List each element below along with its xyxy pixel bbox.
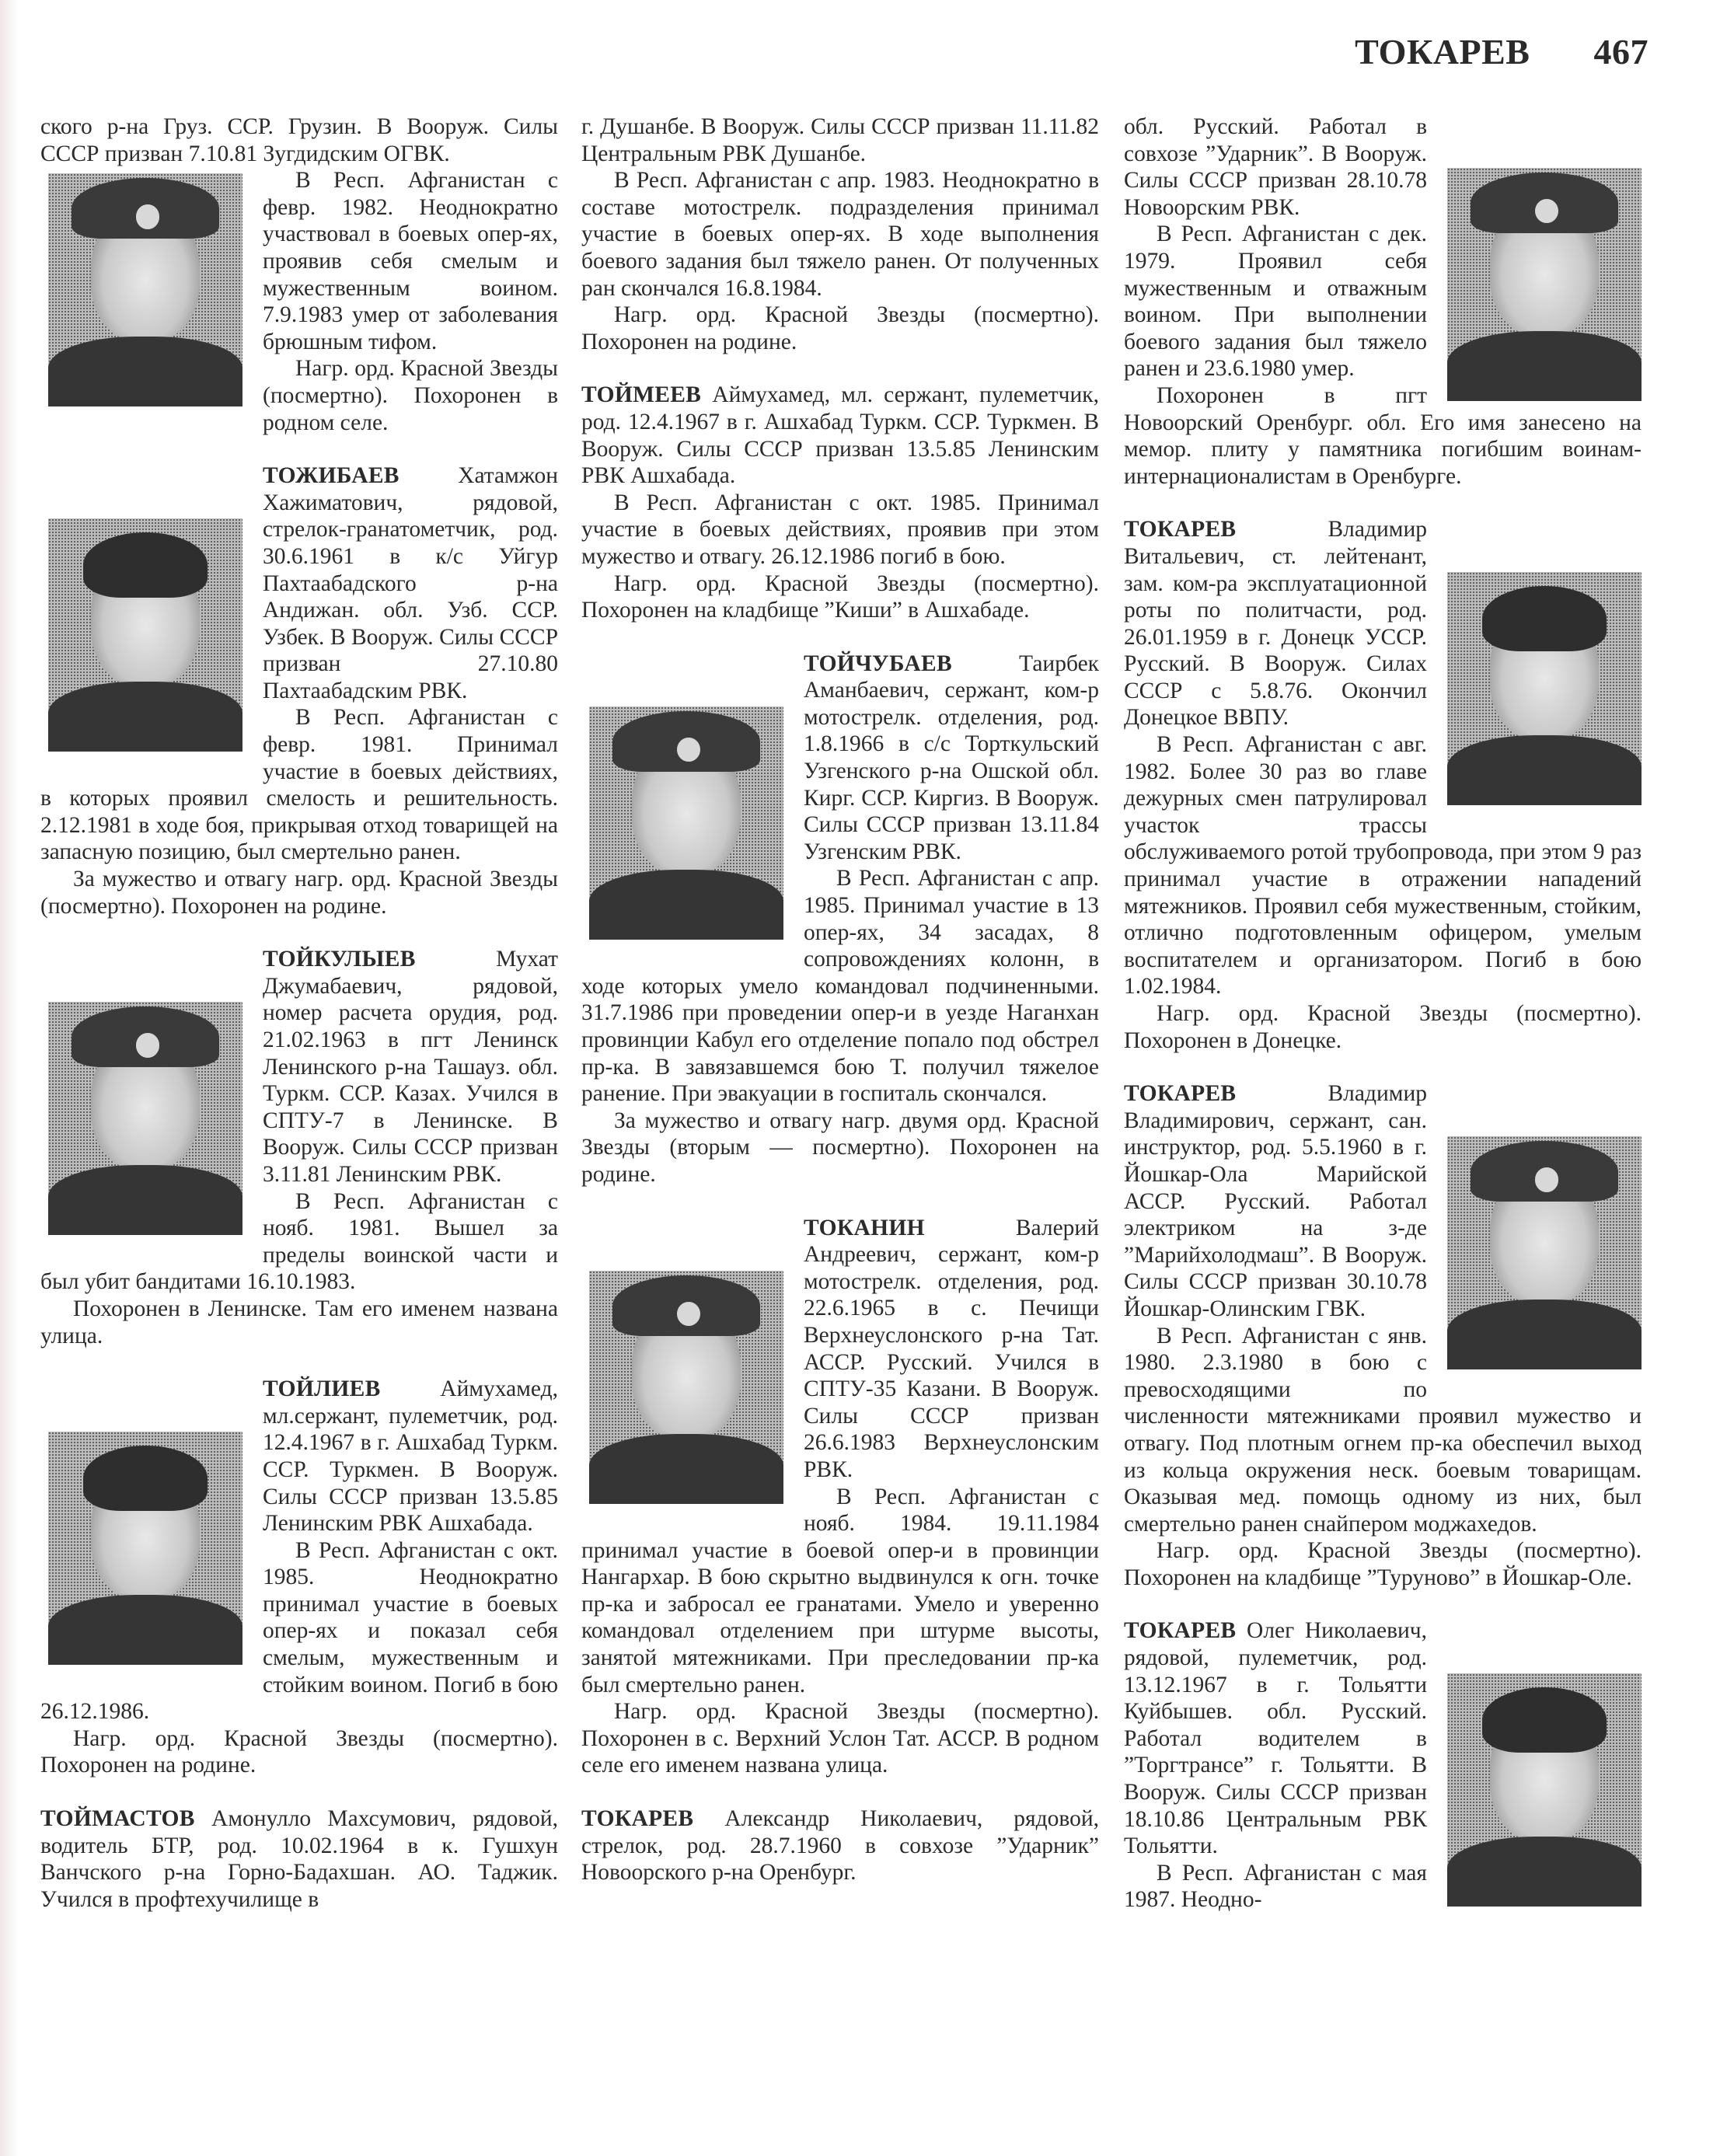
soldier-photo	[48, 518, 242, 752]
column-3	[1124, 113, 1642, 1940]
entry-tokarev-vladimir-vitalevich	[1124, 516, 1642, 1054]
entry-surname: ТОКАРЕВ	[1124, 1618, 1237, 1644]
entry-text: Владимир Владимирович, сержант, сан. инструктор, род. 5.5.1960 в г. Йошкар-Ола Марийской АССР. Русский. Работал электриком на з-де ”Марийхолодмаш”. В Вооруж. Силы СССР призван 30.10.78 Йошкар-Олинским ГВК.	[1124, 1081, 1427, 1321]
entry-text: Аймухамед, мл.сержант, пулеметчик, род. 12.4.1967 в г. Ашхабад Туркм. ССР. Туркмен. В Вооруж. Силы СССР призван 13.5.85 Ленинским РВК Ашхабада.	[263, 1376, 558, 1537]
soldier-photo	[48, 173, 242, 406]
page-edge	[0, 0, 19, 2156]
entry-paragraph: За мужество и отвагу нагр. орд. Красной Звезды (посмертно). Похоронен на родине.	[40, 867, 558, 919]
entry-surname: ТОЙЛИЕВ	[263, 1376, 381, 1402]
entry-paragraph: ского р-на Груз. ССР. Грузин. В Вооруж. Силы СССР призван 7.10.81 Зугдидским ОГВК.	[40, 114, 558, 166]
entry-tokarev-vladimir-vladimirovich	[1124, 1080, 1642, 1591]
entry-paragraph: В Респ. Афганистан с нояб. 1984. 19.11.1984 принимал участие в боевой опер-и в провинции Нангархар. В бою скрытно выдвинулся к огн. точке пр-ка и забросал ее гранатами. Умело и уверенно командовал отделением при штурме высоты, занятой мятежниками. При преследовании пр-ка был смертельно ранен.	[581, 1484, 1099, 1697]
running-head	[1355, 31, 1649, 72]
entry-surname: ТОКАРЕВ	[1124, 1081, 1237, 1107]
entry-surname: ТОКАНИН	[804, 1215, 925, 1240]
entry-tozhibaev	[40, 462, 558, 919]
soldier-photo	[1447, 1673, 1642, 1907]
soldier-photo	[48, 1432, 242, 1665]
entry-toymeev	[581, 382, 1099, 623]
entry-toykulyev	[40, 946, 558, 1349]
entry-paragraph: В Респ. Афганистан с апр. 1985. Принимал участие в 13 опер-ях, 34 засадах, 8 сопровождениях колонн, в ходе которых умело командовал подчиненными. 31.7.1986 при проведении опер-и в уезде Наганхан провинции Кабул его отделение попало под обстрел пр-ка. В завязавшемся бою Т. получил тяжелое ранение. При эвакуации в госпиталь скончался.	[581, 866, 1099, 1107]
entry-tokarev-aleksandr	[581, 1805, 1099, 1886]
entry-paragraph: обл. Русский. Работал в совхозе ”Ударник”. В Вооруж. Силы СССР призван 28.10.78 Новоорским РВК.	[1124, 114, 1427, 220]
entry-paragraph: В Респ. Афганистан с янв. 1980. 2.3.1980 в бою с превосходящими по численности мятежниками проявил мужество и отвагу. Под плотным огнем пр-ка обеспечил выход из кольца окружения неск. боевым товарищам. Оказывая мед. помощь одному из них, был смертельно ранен снайпером моджахедов.	[1124, 1323, 1642, 1537]
entry-paragraph: В Респ. Афганистан с февр. 1981. Принимал участие в боевых действиях, в которых проявил смелость и решительность. 2.12.1981 в ходе боя, прикрывая отход товарищей на запасную позицию, был смертельно ранен.	[40, 705, 558, 865]
entry-text: Валерий Андреевич, сержант, ком-р мотострелк. отделения, род. 22.6.1965 в с. Печищи Верхнеуслонского р-на Тат. АССР. Русский. Учился в СПТУ-35 Казани. В Вооруж. Силы СССР призван 26.6.1983 Верхнеуслонским РВК.	[804, 1215, 1099, 1482]
entry-surname: ТОЙКУЛЫЕВ	[263, 947, 416, 972]
column-1	[40, 113, 558, 1939]
running-head-surname: ТОКАРЕВ	[1355, 32, 1530, 72]
entry-toymastov	[40, 1805, 558, 1913]
entry-text: Амонулло Махсумович, рядовой, водитель БТР, род. 10.02.1964 в к. Гушхун Ванчского р-на Горно-Бадахшан. АО. Таджик. Учился в профтехучилище в	[40, 1806, 558, 1912]
entry-paragraph: Нагр. орд. Красной Звезды (посмертно). Похоронен в родном селе.	[263, 356, 558, 435]
entry-paragraph: В Респ. Афганистан с апр. 1983. Неоднократно в составе мотострелк. подразделения принимал участие в боевых опер-ях. В ходе выполнения боевого задания был тяжело ранен. От полученных ран скончался 16.8.1984.	[581, 168, 1099, 301]
entry-continued	[581, 113, 1099, 355]
entry-continued	[40, 113, 558, 436]
entry-paragraph: В Респ. Афганистан с нояб. 1981. Вышел за пределы воинской части и был убит бандитами 16.10.1983.	[40, 1188, 558, 1295]
entry-text: Таирбек Аманбаевич, сержант, ком-р мотострелк. отделения, род. 1.8.1966 в с/с Торткульский Узгенского р-на Ошской обл. Кирг. ССР. Киргиз. В Вооруж. Силы СССР призван 13.11.84 Узгенским РВК.	[804, 651, 1099, 864]
soldier-photo	[1447, 168, 1642, 401]
soldier-photo	[1447, 572, 1642, 805]
entry-surname: ТОЖИБАЕВ	[263, 463, 399, 489]
entry-paragraph: Нагр. орд. Красной Звезды (посмертно). Похоронен на кладбище ”Туруново” в Йошкар-Оле.	[1124, 1538, 1642, 1590]
entry-surname: ТОКАРЕВ	[581, 1806, 694, 1832]
entry-paragraph: Нагр. орд. Красной Звезды (посмертно). Похоронен на кладбище ”Киши” в Ашхабаде.	[581, 570, 1099, 623]
entry-paragraph: В Респ. Афганистан с окт. 1985. Принимал участие в боевых действиях, проявив при этом мужество и отвагу. 26.12.1986 погиб в бою.	[581, 490, 1099, 569]
entry-paragraph: В Респ. Афганистан с авг. 1982. Более 30 раз во главе дежурных смен патрулировал участок трассы обслуживаемого ротой трубопровода, при этом 9 раз принимал участие в отражении нападений мятежников. Проявил себя мужественным, стойким, отлично подготовленным офицером, умелым воспитателем и организатором. Погиб в бою 1.02.1984.	[1124, 732, 1642, 1000]
entry-tokarev-oleg	[1124, 1617, 1642, 1914]
entry-surname: ТОЙМАСТОВ	[40, 1806, 195, 1832]
entry-text: Владимир Витальевич, ст. лейтенант, зам. ком-ра эксплуатационной роты по политчасти, род. 26.01.1959 в г. Донецк УССР. Русский. В Вооруж. Силах СССР с 5.8.76. Окончил Донецкое ВВПУ.	[1124, 517, 1427, 731]
entry-paragraph: За мужество и отвагу нагр. двумя орд. Красной Звезды (вторым — посмертно). Похоронен на родине.	[581, 1108, 1099, 1187]
entry-text: Олег Николаевич, рядовой, пулеметчик, род. 13.12.1967 в г. Тольятти Куйбышев. обл. Русский. Работал водителем в ”Торгтрансе” г. Тольятти. В Вооруж. Силы СССР призван 18.10.86 Центральным РВК Тольятти.	[1124, 1618, 1427, 1859]
entry-paragraph: Похоронен в пгт Новоорский Оренбург. обл. Его имя занесено на мемор. плиту у памятника погибшим воинам-интернационалистам в Оренбурге.	[1124, 382, 1642, 489]
entry-surname: ТОЙМЕЕВ	[581, 382, 702, 408]
entry-paragraph: В Респ. Афганистан с февр. 1982. Неоднократно участвовал в боевых опер-ях, проявив себя смелым и мужественным воином. 7.9.1983 умер от заболевания брюшным тифом.	[263, 168, 558, 354]
entry-tokanin	[581, 1215, 1099, 1779]
entry-toychubaev	[581, 651, 1099, 1188]
entry-paragraph: Нагр. орд. Красной Звезды (посмертно). Похоронен на родине.	[40, 1725, 558, 1778]
soldier-photo	[48, 1002, 242, 1235]
soldier-photo	[1447, 1136, 1642, 1369]
entry-paragraph: В Респ. Афганистан с мая 1987. Неодно-	[1124, 1860, 1427, 1913]
entry-text: Аймухамед, мл. сержант, пулеметчик, род. 12.4.1967 в г. Ашхабад Туркм. ССР. Туркмен. В Вооруж. Силы СССР призван 13.5.85 Ленинским РВК Ашхабада.	[581, 382, 1100, 489]
column-2	[581, 113, 1099, 1913]
entry-paragraph: Нагр. орд. Красной Звезды (посмертно). Похоронен в Донецке.	[1124, 1001, 1642, 1053]
entry-paragraph: В Респ. Афганистан с окт. 1985. Неоднократно принимал участие в боевых опер-ях и показал себя смелым, мужественным и стойким воином. Погиб в бою 26.12.1986.	[40, 1537, 558, 1725]
entry-toyliev	[40, 1376, 558, 1779]
entry-surname: ТОЙЧУБАЕВ	[804, 651, 952, 676]
page-number: 467	[1593, 32, 1649, 72]
entry-paragraph: Нагр. орд. Красной Звезды (посмертно). Похоронен в с. Верхний Услон Тат. АССР. В родном селе его именем названа улица.	[581, 1699, 1099, 1778]
entry-surname: ТОКАРЕВ	[1124, 517, 1237, 542]
soldier-photo	[589, 706, 783, 940]
entry-continued	[1124, 113, 1642, 490]
entry-text: Хатамжон Хажиматович, рядовой, стрелок-гранатометчик, род. 30.6.1961 в к/с Уйгур Пахтаабадского р-на Андижан. обл. Узб. ССР. Узбек. В Вооруж. Силы СССР призван 27.10.80 Пахтаабадским РВК.	[263, 463, 558, 703]
entry-text: Александр Николаевич, рядовой, стрелок, род. 28.7.1960 в совхозе ”Ударник” Новоорского р-на Оренбург.	[581, 1806, 1099, 1886]
entry-paragraph: г. Душанбе. В Вооруж. Силы СССР призван 11.11.82 Центральным РВК Душанбе.	[581, 114, 1099, 166]
entry-paragraph: Нагр. орд. Красной Звезды (посмертно). Похоронен на родине.	[581, 302, 1099, 354]
soldier-photo	[589, 1271, 783, 1504]
entry-paragraph: В Респ. Афганистан с дек. 1979. Проявил себя мужественным и отважным воином. При выполнении боевого задания был тяжело ранен и 23.6.1980 умер.	[1124, 222, 1427, 382]
entry-paragraph: Похоронен в Ленинске. Там его именем названа улица.	[40, 1296, 558, 1348]
entry-text: Мухат Джумабаевич, рядовой, номер расчета орудия, род. 21.02.1963 в пгт Ленинск Ленинского р-на Ташауз. обл. Туркм. ССР. Казах. Учился в СПТУ-7 в Ленинске. В Вооруж. Силы СССР призван 3.11.81 Ленинским РВК.	[263, 947, 558, 1187]
